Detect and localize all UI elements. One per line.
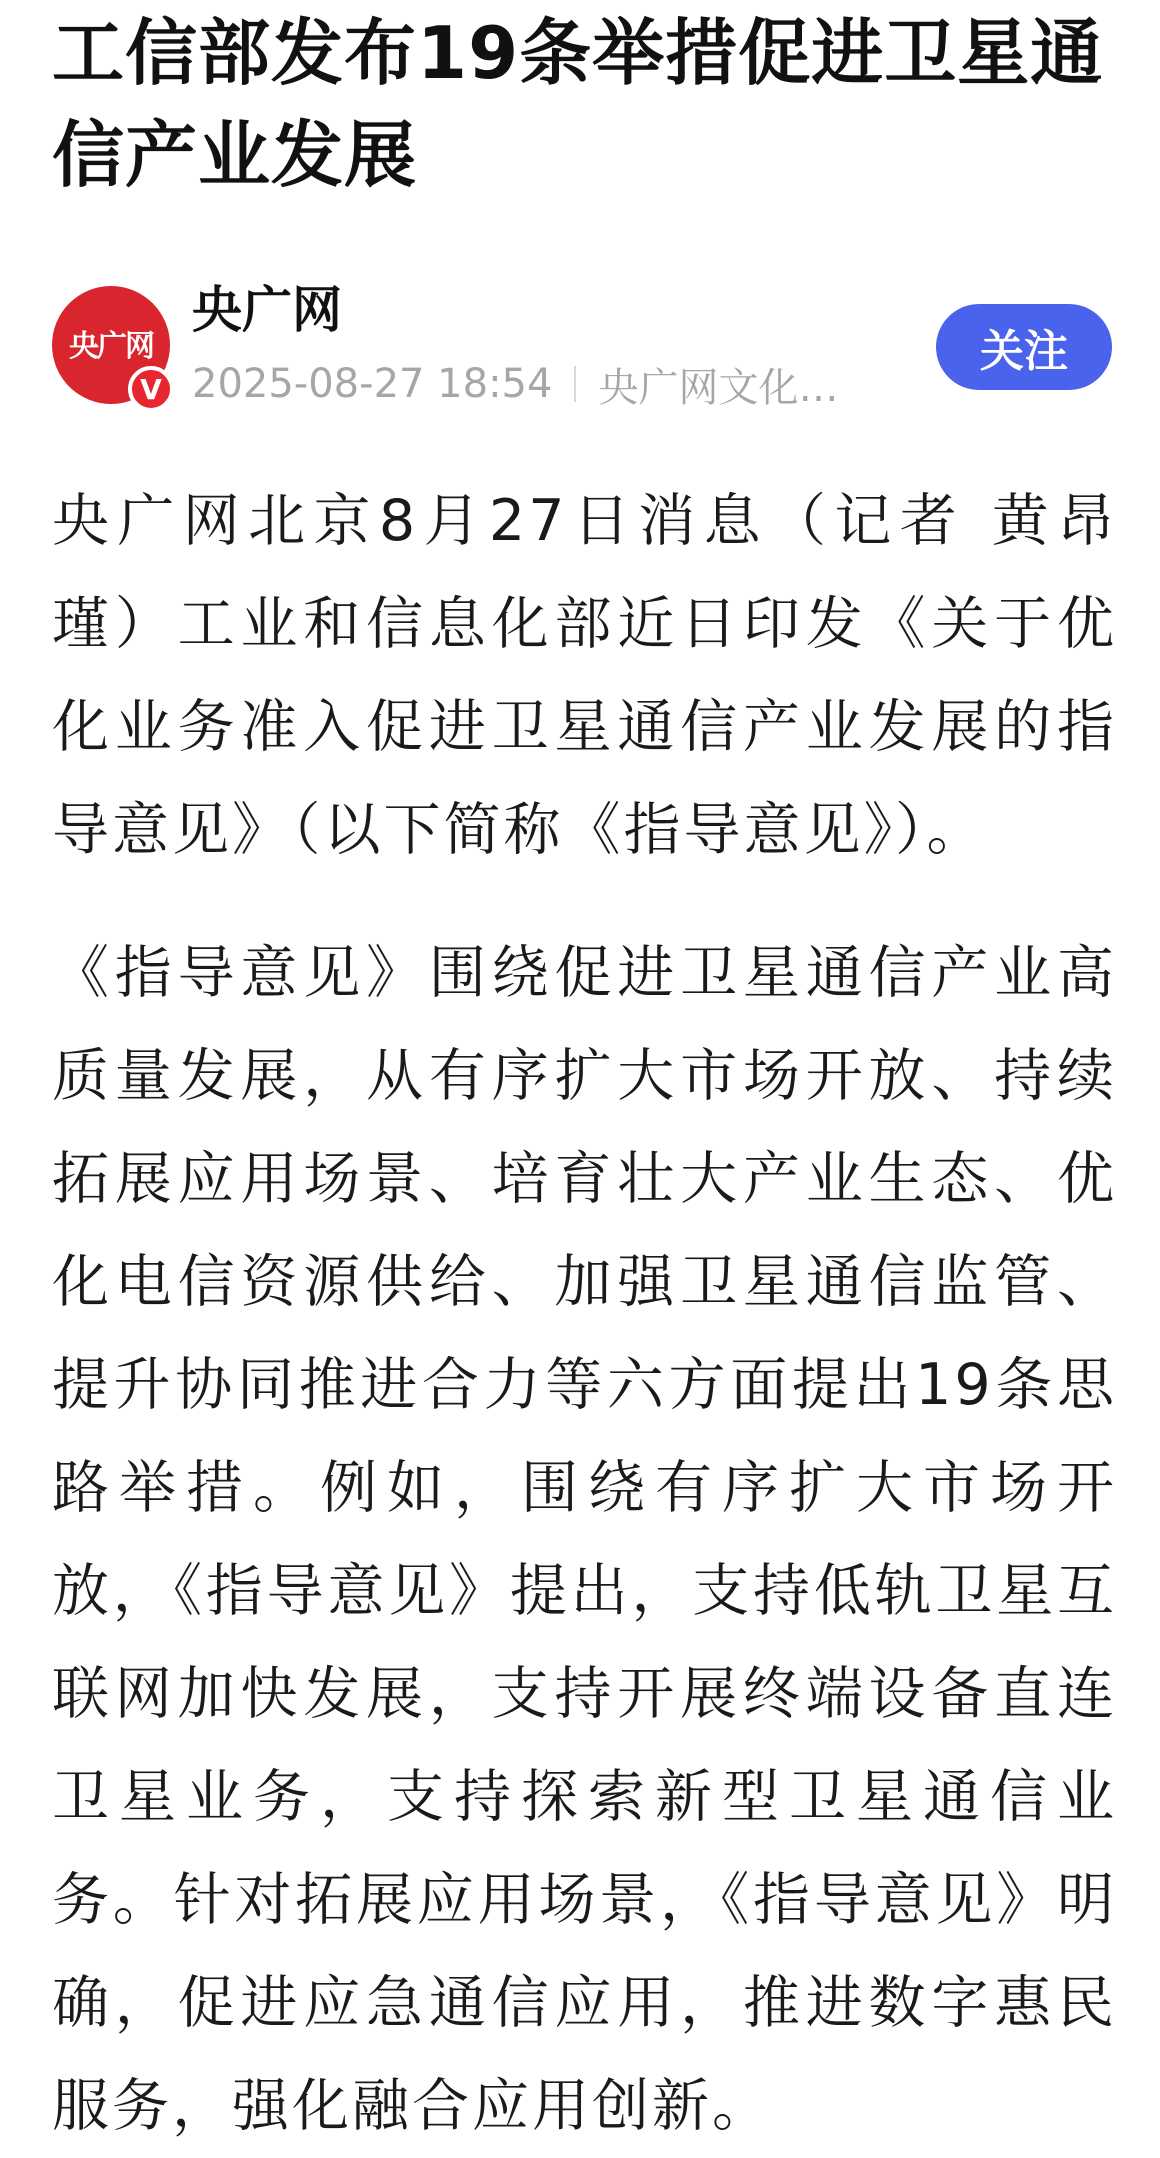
article-paragraph-1: 央广网北京8月27日消息（记者 黄昂瑾）工业和信息化部近日印发《关于优化业务准入促进卫星通信产业发展的指导意见》（以下简称《指导意见》）。 — [52, 488, 1117, 863]
verified-icon: V — [128, 366, 174, 412]
source-label: 央广网文化… — [598, 364, 839, 411]
avatar-logo-text: 央广网 — [69, 329, 153, 364]
publish-datetime: 2025-08-27 18:54 — [192, 361, 553, 407]
author-bar — [52, 278, 1112, 411]
meta-divider — [574, 366, 576, 402]
article-title: 工信部发布19条举措促进卫星通信产业发展 — [52, 11, 1104, 197]
article-meta — [192, 360, 839, 411]
follow-button[interactable]: 关注 — [936, 304, 1112, 390]
author-avatar[interactable] — [52, 286, 170, 404]
author-name[interactable]: 央广网 — [192, 281, 342, 339]
article-paragraph-2: 《指导意见》围绕促进卫星通信产业高质量发展，从有序扩大市场开放、持续拓展应用场景、培育壮大产业生态、优化电信资源供给、加强卫星通信监管、提升协同推进合力等六方面提出19条思路举措。例如，围绕有序扩大市场开放，《指导意见》提出，支持低轨卫星互联网加快发展，支持开展终端设备直连卫星业务，支持探索新型卫星通信业务。针对拓展应用场景，《指导意见》明确，促进应急通信应用，推进数字惠民服务，强化融合应用创新。 — [52, 940, 1117, 2139]
